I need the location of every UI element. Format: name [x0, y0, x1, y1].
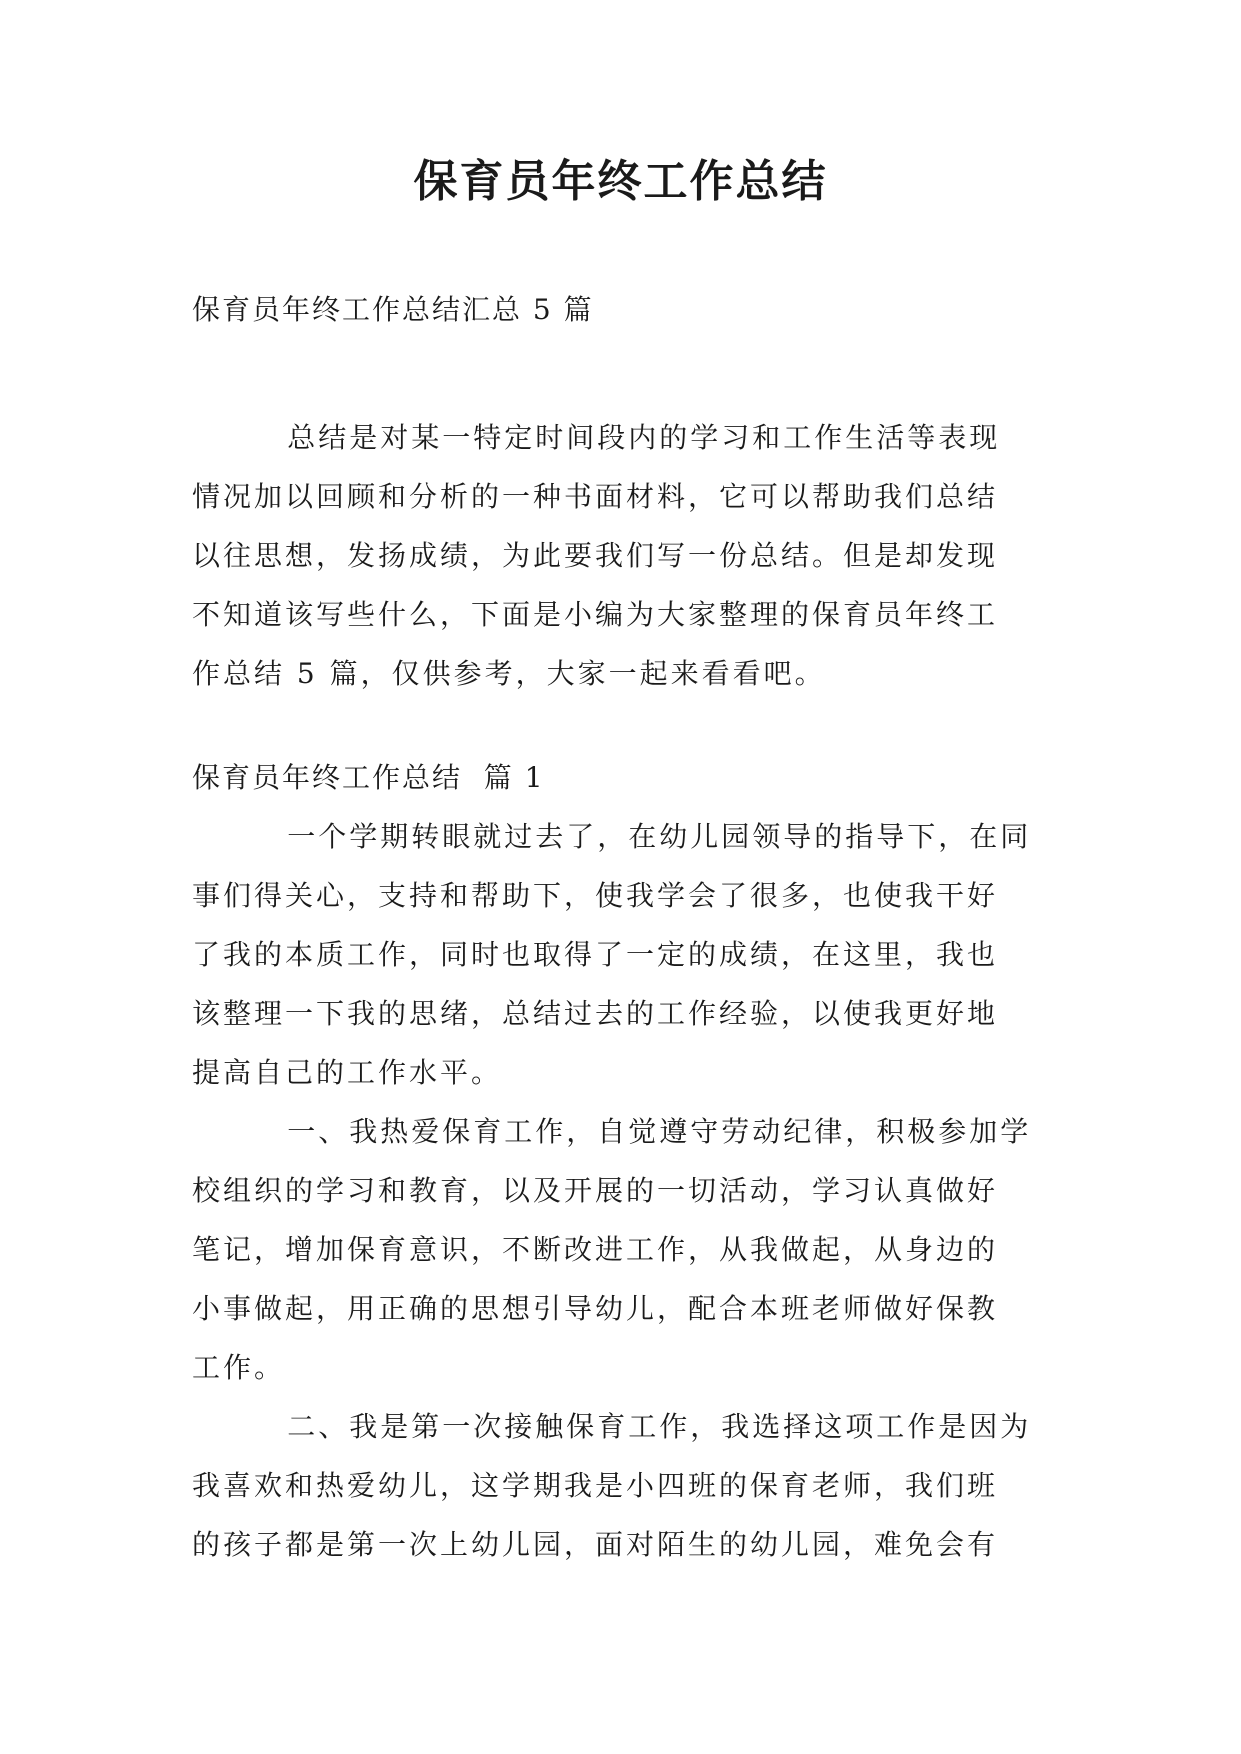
- document-subtitle: 保育员年终工作总结汇总 5 篇: [192, 293, 594, 326]
- paragraph-gap: [192, 703, 1072, 748]
- document-title: 保育员年终工作总结: [413, 156, 828, 207]
- body-paragraph: 二、我是第一次接触保育工作，我选择这项工作是因为 我喜欢和热爱幼儿，这学期我是小四班的保育老师，我们班 的孩子都是第一次上幼儿园，面对陌生的幼儿园，难免会有: [192, 1410, 1032, 1561]
- intro-paragraph: 总结是对某一特定时间段内的学习和工作生活等表现 情况加以回顾和分析的一种书面材料，它可以帮助我们总结 以往思想，发扬成绩，为此要我们写一份总结。但是却发现 不知道该写些什么，下面是小编为大家整理的保育员年终工 作总结 5 篇，仅供参考，大家一起来看看吧。: [192, 421, 1001, 690]
- section-heading: 保育员年终工作总结 篇 1: [192, 761, 545, 794]
- body-paragraph: 一个学期转眼就过去了，在幼儿园领导的指导下，在同 事们得关心，支持和帮助下，使我学会了很多，也使我干好 了我的本质工作，同时也取得了一定的成绩，在这里，我也 该整理一下我的思绪，总结过去的工作经验，以使我更好地 提高自己的工作水平。: [192, 820, 1032, 1089]
- document-body: [192, 408, 1072, 1574]
- body-paragraph: 一、我热爱保育工作，自觉遵守劳动纪律，积极参加学 校组织的学习和教育，以及开展的一切活动，学习认真做好 笔记，增加保育意识，不断改进工作，从我做起，从身边的 小事做起，用正确的思想引导幼儿，配合本班老师做好保教 工作。: [192, 1115, 1032, 1384]
